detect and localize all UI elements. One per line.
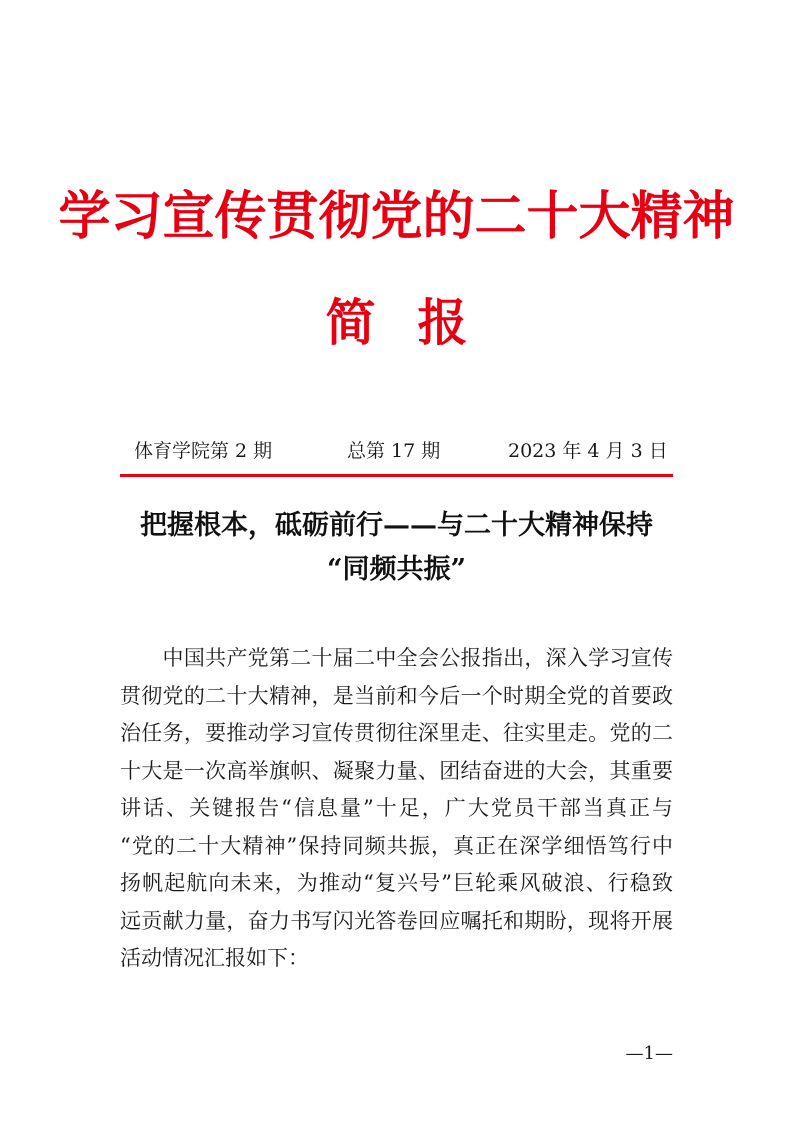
issue-date: 2023 年 4 月 3 日 bbox=[508, 440, 668, 462]
body-line: 十大是一次高举旗帜、凝聚力量、团结奋进的大会，其重要 bbox=[120, 758, 673, 783]
body-line: 治任务，要推动学习宣传贯彻往深里走、往实里走。党的二 bbox=[120, 721, 673, 745]
masthead-title: 学习宣传贯彻党的二十大精神 bbox=[58, 186, 735, 247]
body-line: 活动情况汇报如下： bbox=[120, 946, 309, 970]
total-issue-number: 总第 17 期 bbox=[347, 440, 441, 462]
body-line: 讲话、关键报告“信息量”十足，广大党员干部当真正与 bbox=[120, 796, 673, 820]
article-body bbox=[120, 640, 673, 978]
body-line: 远贡献力量，奋力书写闪光答卷回应嘱托和期盼，现将开展 bbox=[120, 908, 673, 933]
body-line: 中国共产党第二十届二中全会公报指出，深入学习宣传 bbox=[120, 646, 673, 670]
article-title-line: “同频共振” bbox=[326, 554, 467, 585]
masthead-divider bbox=[120, 474, 673, 477]
unit-issue-number: 体育学院第 2 期 bbox=[134, 440, 273, 462]
issue-info-line bbox=[0, 436, 793, 466]
article-title-line: 把握根本，砥砺前行——与二十大精神保持 bbox=[140, 510, 653, 541]
body-line: “党的二十大精神”保持同频共振，真正在深学细悟笃行中 bbox=[120, 833, 673, 858]
article-title bbox=[120, 504, 673, 592]
body-line: 贯彻党的二十大精神，是当前和今后一个时期全党的首要政 bbox=[120, 683, 673, 708]
masthead-subtitle: 简报 bbox=[325, 293, 510, 352]
page-number: —1— bbox=[625, 1043, 673, 1064]
body-line: 扬帆起航向未来，为推动“复兴号”巨轮乘风破浪、行稳致 bbox=[120, 871, 673, 895]
